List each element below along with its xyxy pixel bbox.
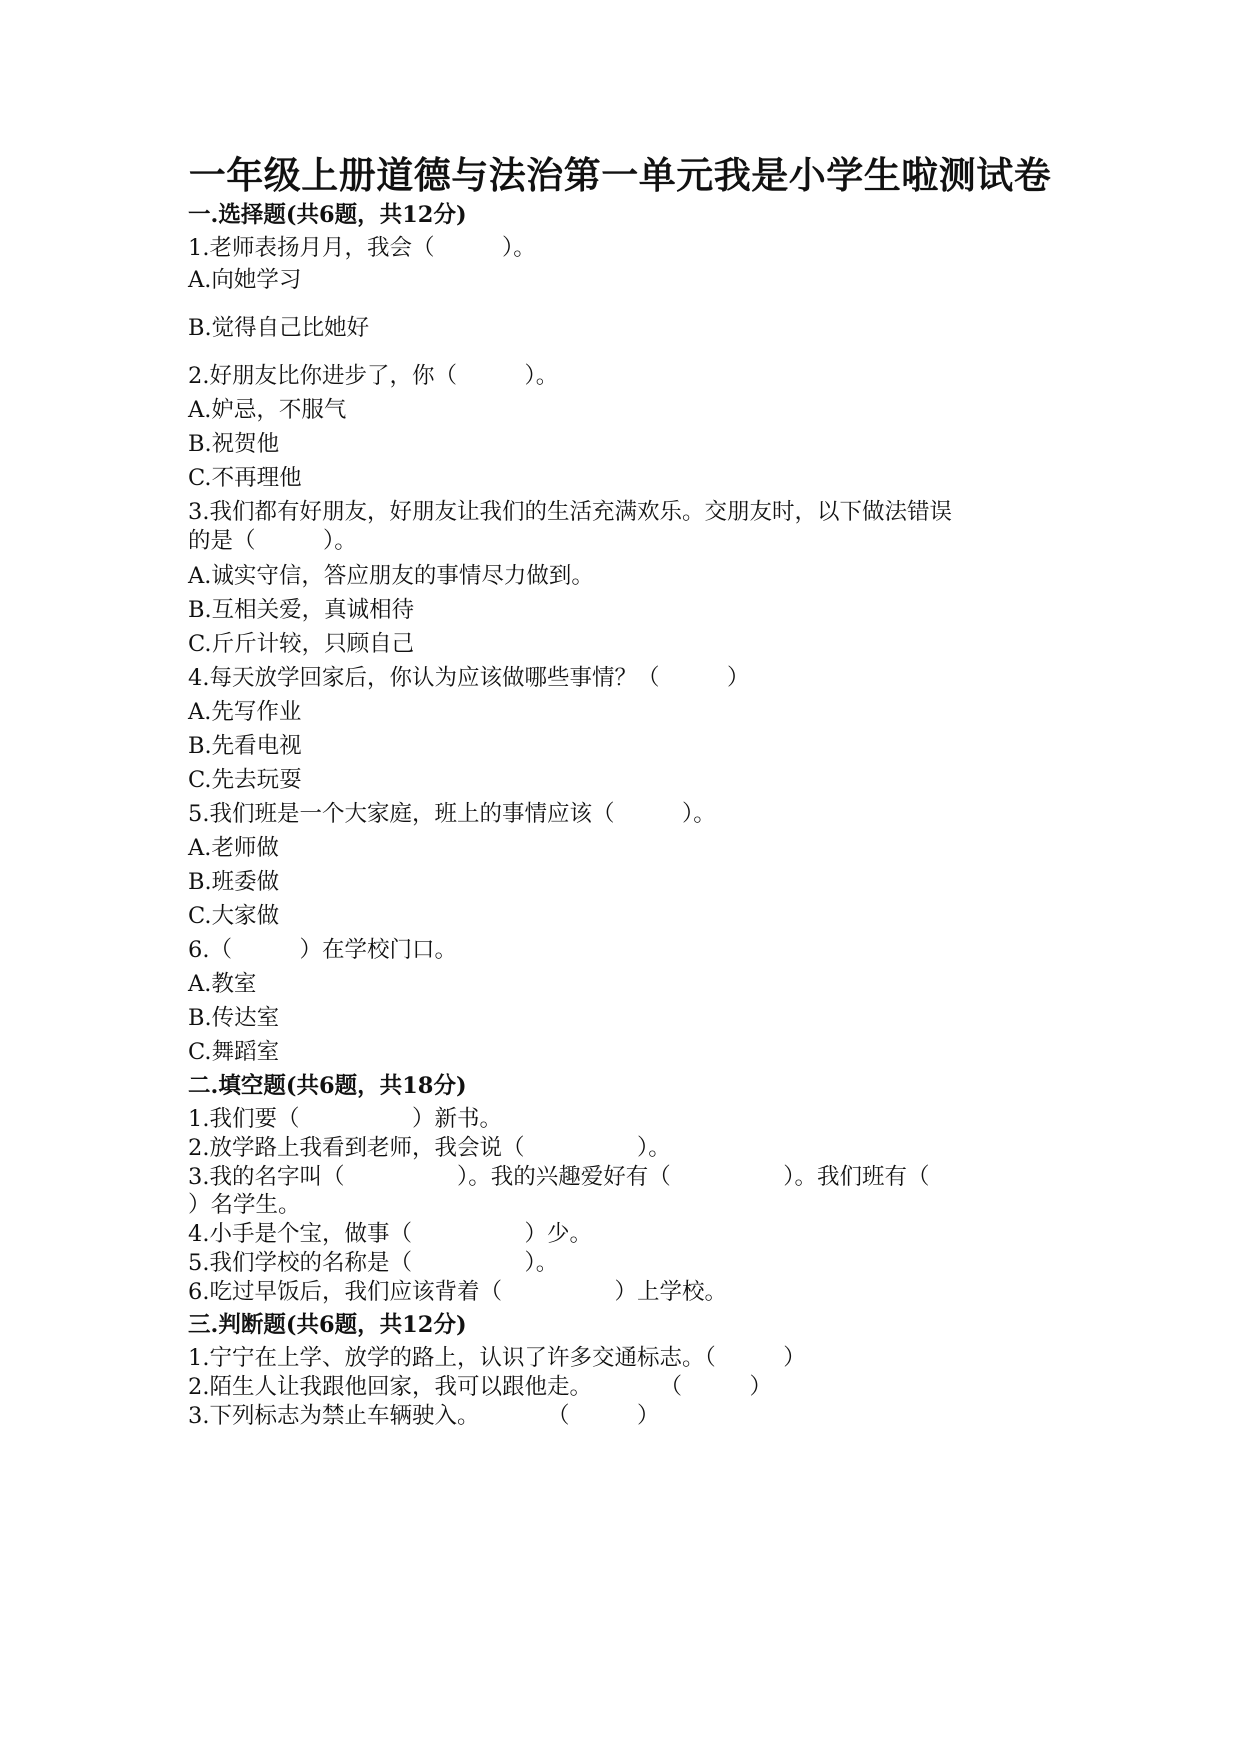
question-line: 4.小手是个宝，做事（ ）少。 — [188, 1221, 592, 1247]
question-line: 4.每天放学回家后，你认为应该做哪些事情？（ ） — [188, 665, 750, 691]
section-heading-fill-blank: 二.填空题(共6题，共18分) — [188, 1073, 467, 1099]
question-line: 1.老师表扬月月，我会（ ）。 — [188, 235, 536, 261]
question-line: 1.宁宁在上学、放学的路上，认识了许多交通标志。（ ） — [188, 1345, 806, 1371]
option-line: A.向她学习 — [188, 267, 302, 293]
question-line: 2.好朋友比你进步了，你（ ）。 — [188, 363, 559, 389]
option-line: A.老师做 — [188, 835, 279, 861]
option-line: B.先看电视 — [188, 733, 302, 759]
option-line: B.传达室 — [188, 1005, 280, 1031]
section-heading-true-false: 三.判断题(共6题，共12分) — [188, 1312, 467, 1338]
option-line: A.妒忌，不服气 — [188, 397, 347, 423]
question-line-continued: ）名学生。 — [188, 1192, 301, 1218]
option-line: B.互相关爱，真诚相待 — [188, 597, 415, 623]
question-line: 3.下列标志为禁止车辆驶入。 （ ） — [188, 1403, 660, 1429]
question-line: 1.我们要（ ）新书。 — [188, 1106, 502, 1132]
question-line: 5.我们班是一个大家庭，班上的事情应该（ ）。 — [188, 801, 716, 827]
question-line: 6.吃过早饭后，我们应该背着（ ）上学校。 — [188, 1279, 727, 1305]
option-line: C.大家做 — [188, 903, 280, 929]
question-line: 3.我们都有好朋友，好朋友让我们的生活充满欢乐。交朋友时，以下做法错误 — [188, 499, 952, 525]
option-line: B.祝贺他 — [188, 431, 280, 457]
question-line: 5.我们学校的名称是（ ）。 — [188, 1250, 559, 1276]
option-line: C.斤斤计较，只顾自己 — [188, 631, 415, 657]
question-line: 2.放学路上我看到老师，我会说（ ）。 — [188, 1135, 671, 1161]
option-line: A.教室 — [188, 971, 257, 997]
option-line: C.先去玩耍 — [188, 767, 302, 793]
page-title: 一年级上册道德与法治第一单元我是小学生啦测试卷 — [188, 153, 1052, 197]
question-line: 3.我的名字叫（ ）。我的兴趣爱好有（ ）。我们班有（ — [188, 1164, 930, 1190]
section-heading-choice: 一.选择题(共6题，共12分) — [188, 202, 467, 228]
option-line: B.班委做 — [188, 869, 280, 895]
option-line: A.先写作业 — [188, 699, 302, 725]
option-line: C.不再理他 — [188, 465, 302, 491]
question-line: 6.（ ）在学校门口。 — [188, 937, 457, 963]
option-line: C.舞蹈室 — [188, 1039, 280, 1065]
option-line: A.诚实守信，答应朋友的事情尽力做到。 — [188, 563, 594, 589]
question-line-continued: 的是（ ）。 — [188, 528, 357, 554]
question-line: 2.陌生人让我跟他回家，我可以跟他走。 （ ） — [188, 1374, 772, 1400]
option-line: B.觉得自己比她好 — [188, 315, 370, 341]
